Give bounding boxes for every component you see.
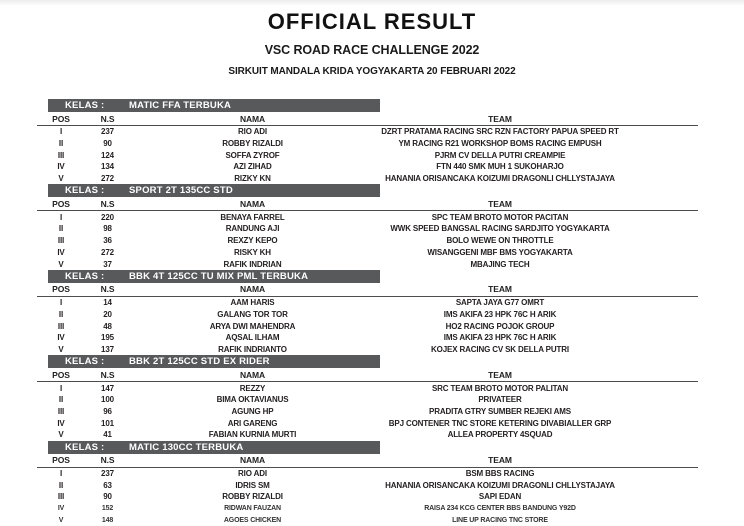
result-row [37, 417, 698, 429]
kelas-bar [48, 270, 380, 283]
result-row [37, 138, 698, 150]
cell-position: II [37, 395, 85, 404]
column-header-ns: N.S [85, 284, 130, 294]
cell-team-name: LINE UP RACING TNC STORE [375, 517, 625, 524]
cell-start-number: 96 [85, 407, 130, 416]
cell-position: I [37, 469, 85, 478]
result-row [37, 247, 698, 259]
kelas-name: SPORT 2T 135CC STD [113, 185, 233, 196]
result-row [37, 309, 698, 321]
table-body [37, 297, 698, 355]
cell-team-name: HANANIA ORISANCAKA KOIZUMI DRAGONLI CHLLYSTAJAYA [375, 481, 625, 490]
page-event-location: SIRKUIT MANDALA KRIDA YOGYAKARTA 20 FEBRUARI 2022 [0, 66, 744, 77]
cell-team-name: SAPI EDAN [375, 492, 625, 501]
cell-rider-name: GALANG TOR TOR [130, 310, 375, 319]
page-subtitle: VSC ROAD RACE CHALLENGE 2022 [0, 43, 744, 57]
result-row [37, 161, 698, 173]
result-row [37, 126, 698, 138]
column-header-pos: POS [37, 455, 85, 465]
cell-rider-name: AAM HARIS [130, 298, 375, 307]
table-header-row [37, 197, 698, 211]
table-body [37, 468, 698, 526]
cell-start-number: 220 [85, 213, 130, 222]
result-row [37, 320, 698, 332]
cell-team-name: MBAJING TECH [375, 260, 625, 269]
cell-rider-name: RIDWAN FAUZAN [130, 505, 375, 512]
cell-position: IV [37, 505, 85, 512]
cell-team-name: SRC TEAM BROTO MOTOR PALITAN [375, 384, 625, 393]
cell-rider-name: RAFIK INDRIANTO [130, 345, 375, 354]
column-header-nama: NAMA [130, 370, 375, 380]
cell-team-name: BOLO WEWE ON THROTTLE [375, 236, 625, 245]
cell-start-number: 237 [85, 127, 130, 136]
kelas-name: MATIC FFA TERBUKA [113, 100, 231, 111]
cell-start-number: 148 [85, 517, 130, 524]
cell-start-number: 14 [85, 298, 130, 307]
cell-position: II [37, 224, 85, 233]
cell-rider-name: AQSAL ILHAM [130, 333, 375, 342]
cell-team-name: YM RACING R21 WORKSHOP BOMS RACING EMPUSH [375, 139, 625, 148]
column-header-team: TEAM [375, 284, 625, 294]
cell-team-name: ALLEA PROPERTY 4SQUAD [375, 430, 625, 439]
cell-rider-name: RANDUNG AJI [130, 224, 375, 233]
cell-start-number: 101 [85, 419, 130, 428]
cell-team-name: SAPTA JAYA G77 OMRT [375, 298, 625, 307]
cell-position: V [37, 517, 85, 524]
kelas-name: BBK 2T 125CC STD EX RIDER [113, 356, 270, 367]
cell-start-number: 124 [85, 151, 130, 160]
cell-rider-name: AZI ZIHAD [130, 162, 375, 171]
result-section [37, 441, 698, 526]
table-header-row [37, 112, 698, 126]
kelas-bar [48, 355, 380, 368]
cell-rider-name: ARYA DWI MAHENDRA [130, 322, 375, 331]
result-row [37, 173, 698, 185]
result-row [37, 344, 698, 356]
cell-position: I [37, 213, 85, 222]
result-row [37, 429, 698, 441]
result-row [37, 235, 698, 247]
kelas-label: KELAS : [48, 100, 113, 111]
page-top-edge [0, 0, 744, 6]
column-header-nama: NAMA [130, 455, 375, 465]
column-header-team: TEAM [375, 370, 625, 380]
cell-start-number: 41 [85, 430, 130, 439]
column-header-pos: POS [37, 114, 85, 124]
column-header-nama: NAMA [130, 114, 375, 124]
cell-position: IV [37, 248, 85, 257]
cell-team-name: HANANIA ORISANCAKA KOIZUMI DRAGONLI CHLLYSTAJAYA [375, 174, 625, 183]
cell-position: II [37, 481, 85, 490]
column-header-ns: N.S [85, 370, 130, 380]
result-row [37, 258, 698, 270]
cell-start-number: 98 [85, 224, 130, 233]
column-header-ns: N.S [85, 455, 130, 465]
cell-start-number: 37 [85, 260, 130, 269]
column-header-pos: POS [37, 284, 85, 294]
cell-team-name: IMS AKIFA 23 HPK 76C H ARIK [375, 333, 625, 342]
cell-position: III [37, 236, 85, 245]
table-header-row [37, 368, 698, 382]
cell-start-number: 237 [85, 469, 130, 478]
cell-start-number: 90 [85, 139, 130, 148]
cell-position: IV [37, 419, 85, 428]
result-section [37, 99, 698, 184]
cell-team-name: WISANGGENI MBF BMS YOGYAKARTA [375, 248, 625, 257]
cell-rider-name: RAFIK INDRIAN [130, 260, 375, 269]
column-header-team: TEAM [375, 455, 625, 465]
column-header-nama: NAMA [130, 284, 375, 294]
cell-team-name: IMS AKIFA 23 HPK 76C H ARIK [375, 310, 625, 319]
table-body [37, 126, 698, 184]
result-row [37, 223, 698, 235]
cell-position: V [37, 260, 85, 269]
result-row [37, 149, 698, 161]
result-row [37, 406, 698, 418]
cell-position: I [37, 298, 85, 307]
cell-position: III [37, 322, 85, 331]
cell-rider-name: IDRIS SM [130, 481, 375, 490]
cell-rider-name: REXZY KEPO [130, 236, 375, 245]
kelas-label: KELAS : [48, 442, 113, 453]
kelas-bar [48, 441, 380, 454]
kelas-label: KELAS : [48, 356, 113, 367]
cell-position: I [37, 384, 85, 393]
kelas-bar [48, 99, 380, 112]
cell-team-name: FTN 440 SMK MUH 1 SUKOHARJO [375, 162, 625, 171]
cell-start-number: 137 [85, 345, 130, 354]
column-header-team: TEAM [375, 199, 625, 209]
result-row [37, 332, 698, 344]
column-header-pos: POS [37, 370, 85, 380]
column-header-ns: N.S [85, 199, 130, 209]
result-row [37, 394, 698, 406]
cell-team-name: PJRM CV DELLA PUTRI CREAMPIE [375, 151, 625, 160]
cell-team-name: RAISA 234 KCG CENTER BBS BANDUNG Y92D [375, 505, 625, 512]
cell-position: V [37, 345, 85, 354]
table-body [37, 382, 698, 440]
kelas-label: KELAS : [48, 185, 113, 196]
cell-team-name: HO2 RACING POJOK GROUP [375, 322, 625, 331]
result-section [37, 355, 698, 440]
result-row [37, 382, 698, 394]
cell-start-number: 100 [85, 395, 130, 404]
cell-rider-name: BENAYA FARREL [130, 213, 375, 222]
cell-start-number: 134 [85, 162, 130, 171]
result-row [37, 479, 698, 491]
cell-start-number: 36 [85, 236, 130, 245]
cell-position: III [37, 407, 85, 416]
column-header-ns: N.S [85, 114, 130, 124]
cell-rider-name: RISKY KH [130, 248, 375, 257]
cell-team-name: BPJ CONTENER TNC STORE KETERING DIVABIALLER GRP [375, 419, 625, 428]
cell-team-name: WWK SPEED BANGSAL RACING SARDJITO YOGYAKARTA [375, 224, 625, 233]
cell-start-number: 90 [85, 492, 130, 501]
cell-start-number: 48 [85, 322, 130, 331]
cell-rider-name: REZZY [130, 384, 375, 393]
cell-start-number: 20 [85, 310, 130, 319]
cell-position: III [37, 492, 85, 501]
cell-position: III [37, 151, 85, 160]
cell-team-name: PRIVATEER [375, 395, 625, 404]
cell-rider-name: RIO ADI [130, 469, 375, 478]
result-row [37, 515, 698, 526]
cell-position: II [37, 310, 85, 319]
cell-start-number: 152 [85, 505, 130, 512]
cell-team-name: KOJEX RACING CV SK DELLA PUTRI [375, 345, 625, 354]
cell-position: V [37, 174, 85, 183]
cell-position: IV [37, 333, 85, 342]
cell-rider-name: FABIAN KURNIA MURTI [130, 430, 375, 439]
result-section [37, 270, 698, 355]
kelas-name: BBK 4T 125CC TU MIX PML TERBUKA [113, 271, 308, 282]
cell-rider-name: AGUNG HP [130, 407, 375, 416]
cell-rider-name: ROBBY RIZALDI [130, 139, 375, 148]
cell-team-name: SPC TEAM BROTO MOTOR PACITAN [375, 213, 625, 222]
page-title: OFFICIAL RESULT [0, 9, 744, 35]
column-header-nama: NAMA [130, 199, 375, 209]
result-section [37, 184, 698, 269]
cell-position: V [37, 430, 85, 439]
kelas-name: MATIC 130CC TERBUKA [113, 442, 243, 453]
column-header-pos: POS [37, 199, 85, 209]
cell-rider-name: RIO ADI [130, 127, 375, 136]
result-row [37, 491, 698, 503]
table-header-row [37, 283, 698, 297]
cell-team-name: DZRT PRATAMA RACING SRC RZN FACTORY PAPUA SPEED RT [375, 127, 625, 136]
table-body [37, 211, 698, 269]
cell-position: IV [37, 162, 85, 171]
cell-rider-name: BIMA OKTAVIANUS [130, 395, 375, 404]
cell-rider-name: ARI GARENG [130, 419, 375, 428]
cell-rider-name: AGOES CHICKEN [130, 517, 375, 524]
cell-position: I [37, 127, 85, 136]
cell-rider-name: ROBBY RIZALDI [130, 492, 375, 501]
cell-start-number: 63 [85, 481, 130, 490]
cell-position: II [37, 139, 85, 148]
result-row [37, 503, 698, 515]
cell-rider-name: SOFFA ZYROF [130, 151, 375, 160]
result-row [37, 297, 698, 309]
kelas-label: KELAS : [48, 271, 113, 282]
cell-start-number: 272 [85, 174, 130, 183]
table-header-row [37, 454, 698, 468]
cell-start-number: 195 [85, 333, 130, 342]
result-row [37, 211, 698, 223]
column-header-team: TEAM [375, 114, 625, 124]
kelas-bar [48, 184, 380, 197]
results-tables [37, 99, 698, 526]
cell-team-name: BSM BBS RACING [375, 469, 625, 478]
cell-team-name: PRADITA GTRY SUMBER REJEKI AMS [375, 407, 625, 416]
result-row [37, 468, 698, 480]
cell-start-number: 272 [85, 248, 130, 257]
cell-start-number: 147 [85, 384, 130, 393]
cell-rider-name: RIZKY KN [130, 174, 375, 183]
